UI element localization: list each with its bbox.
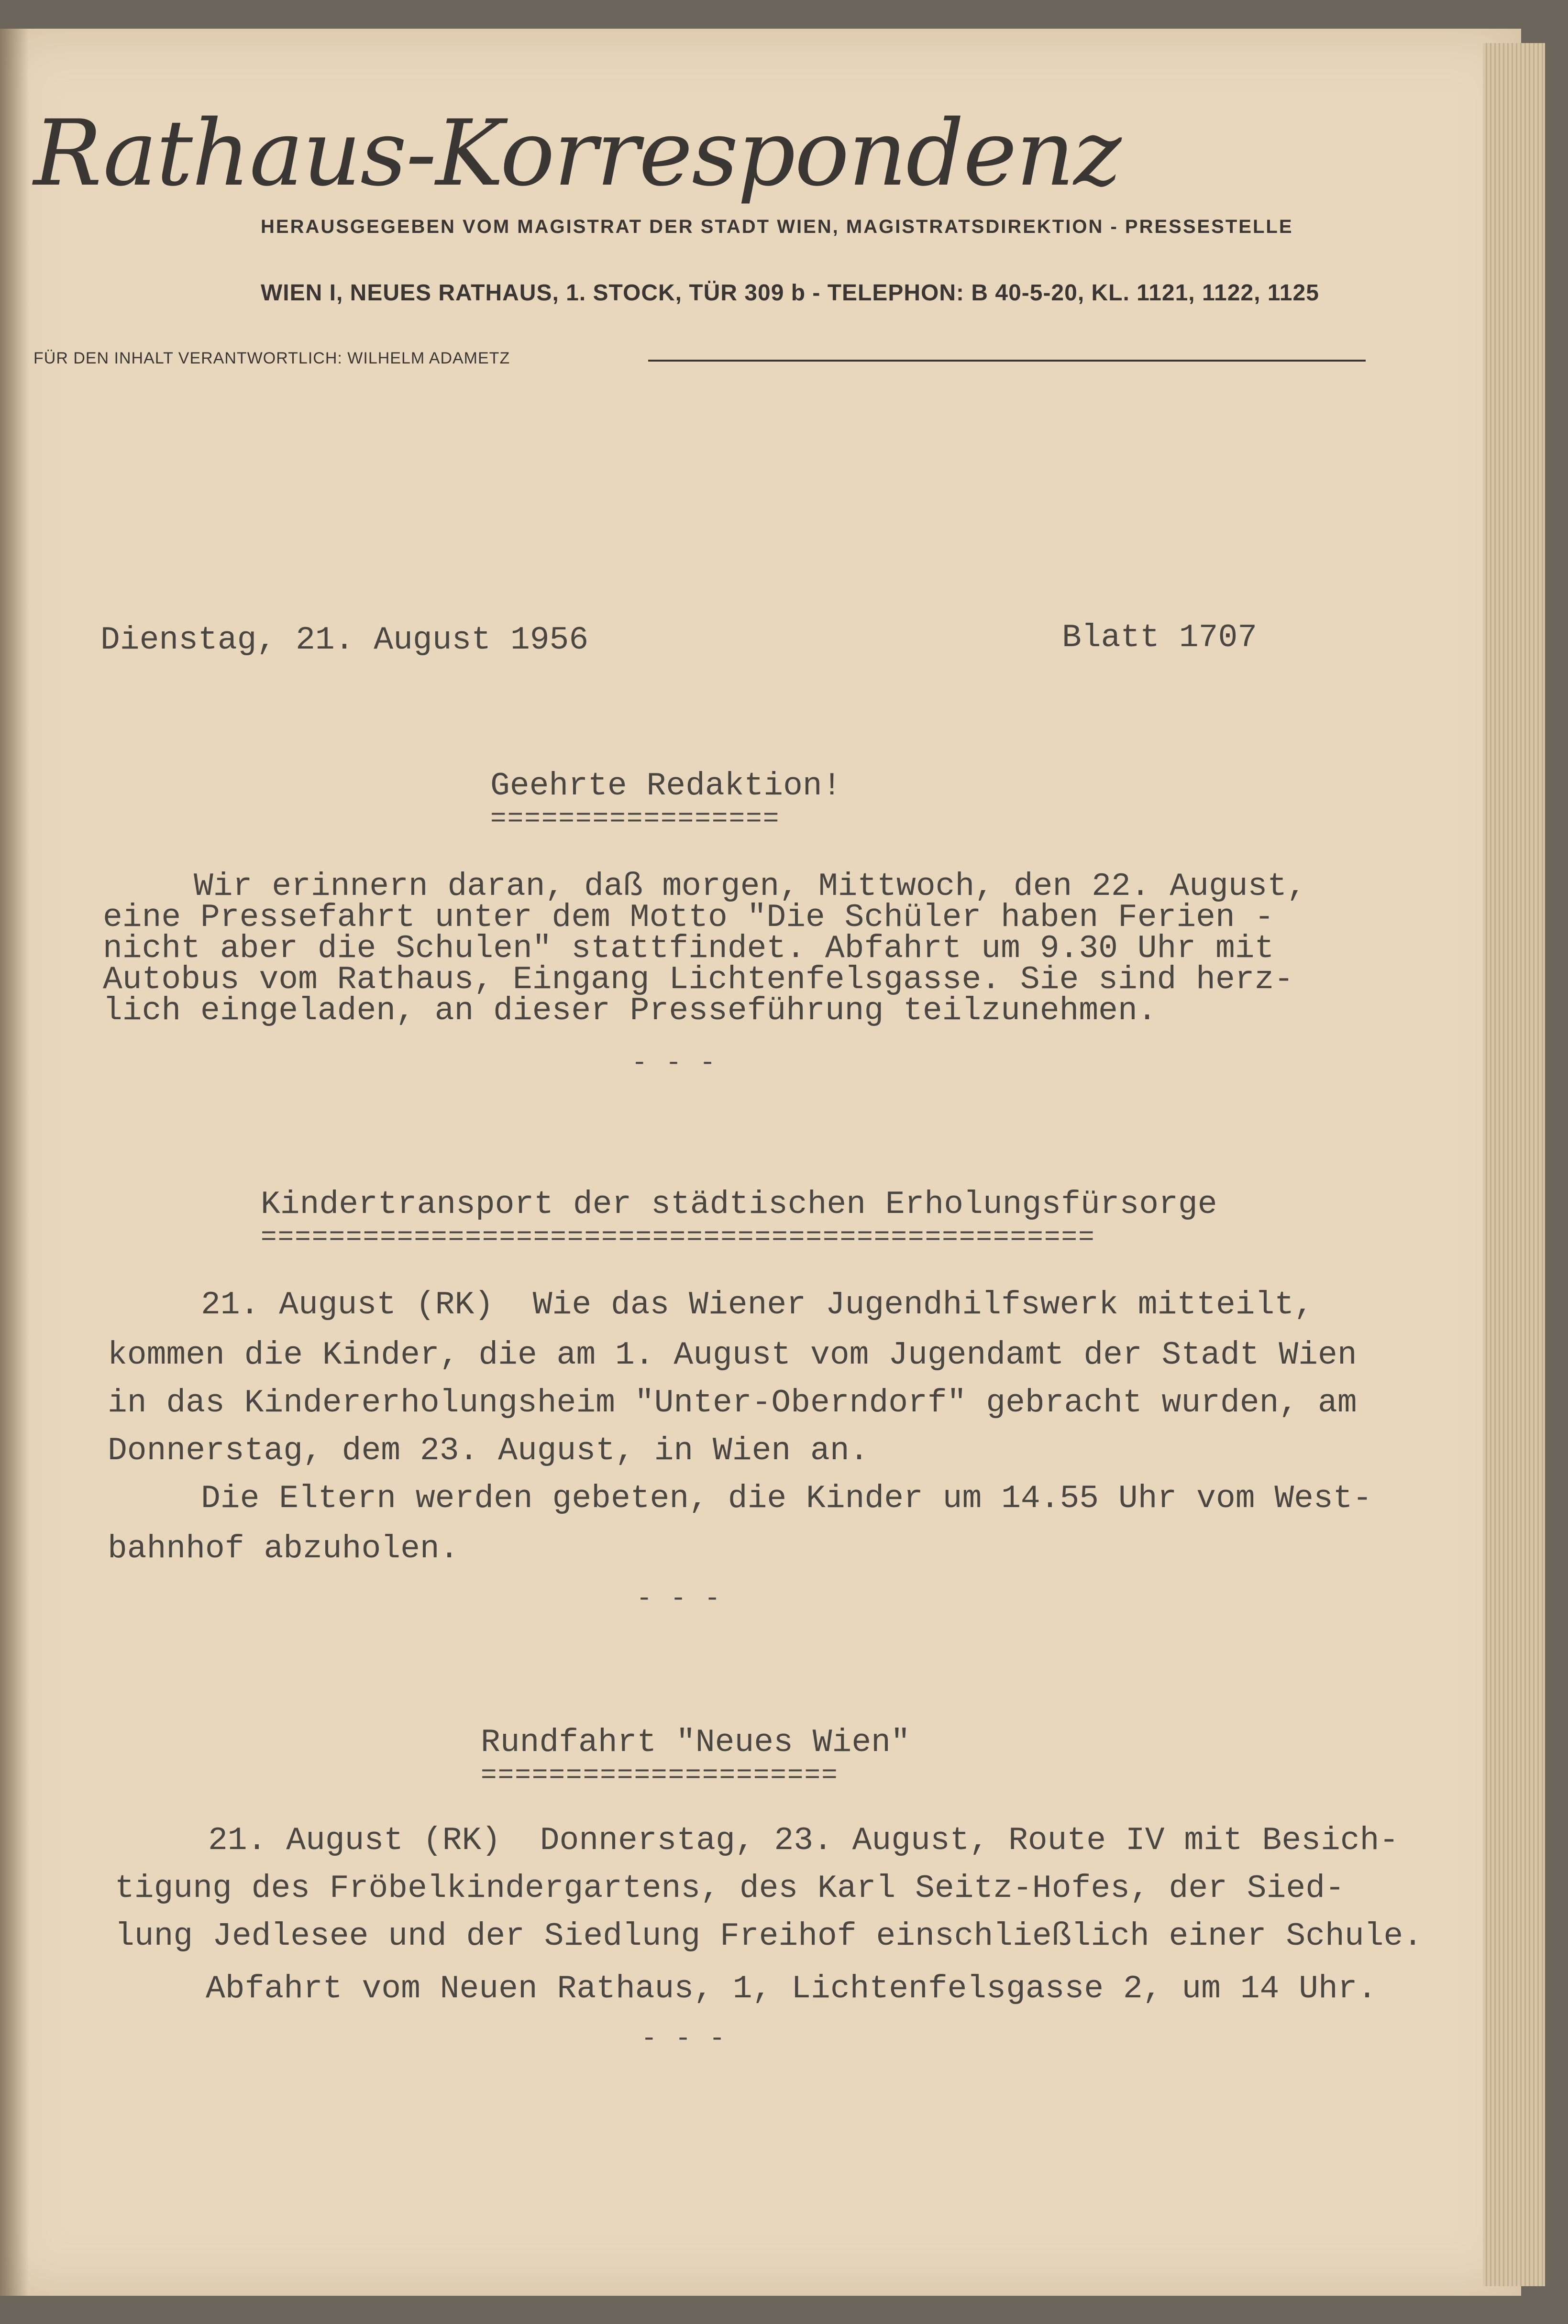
masthead-title: Rathaus-Korrespondenz	[33, 100, 1121, 206]
sheet-number: Blatt 1707	[1062, 619, 1258, 656]
section-end-marker: - - -	[631, 1047, 717, 1078]
binding-shadow	[0, 29, 29, 2296]
body-line: Abfahrt vom Neuen Rathaus, 1, Lichtenfelsgasse 2, um 14 Uhr.	[206, 1971, 1377, 2007]
body-line: nicht aber die Schulen" stattfindet. Abfahrt um 9.30 Uhr mit	[103, 930, 1274, 967]
body-line: eine Pressefahrt unter dem Motto "Die Schüler haben Ferien -	[103, 899, 1274, 936]
body-line: kommen die Kinder, die am 1. August vom Jugendamt der Stadt Wien	[108, 1337, 1357, 1374]
masthead-rule	[648, 360, 1366, 362]
section-end-marker: - - -	[636, 1583, 722, 1614]
section-heading: Rundfahrt "Neues Wien"	[481, 1724, 910, 1761]
heading-underline: =================================================	[261, 1222, 1095, 1253]
body-line: Donnerstag, dem 23. August, in Wien an.	[108, 1432, 869, 1469]
body-line: tigung des Fröbelkindergartens, des Karl Seitz-Hofes, der Sied-	[115, 1870, 1345, 1907]
section-end-marker: - - -	[641, 2023, 727, 2054]
body-line: Autobus vom Rathaus, Eingang Lichtenfelsgasse. Sie sind herz-	[103, 961, 1294, 998]
document-page	[0, 29, 1521, 2296]
page-stack-edge	[1483, 43, 1545, 2286]
heading-underline: =====================	[481, 1760, 839, 1791]
section-heading: Kindertransport der städtischen Erholungsfürsorge	[261, 1186, 1217, 1223]
masthead-publisher: HERAUSGEGEBEN VOM MAGISTRAT DER STADT WIEN, MAGISTRATSDIREKTION - PRESSESTELLE	[261, 216, 1293, 237]
body-line: lich eingeladen, an dieser Presseführung teilzunehmen.	[103, 992, 1157, 1029]
body-line: Wir erinnern daran, daß morgen, Mittwoch, den 22. August,	[194, 868, 1306, 905]
section-heading: Geehrte Redaktion!	[490, 768, 842, 804]
masthead-address: WIEN I, NEUES RATHAUS, 1. STOCK, TÜR 309 b - TELEPHON: B 40-5-20, KL. 1121, 1122, 1125	[261, 280, 1319, 306]
body-line: 21. August (RK) Donnerstag, 23. August, Route IV mit Besich-	[208, 1822, 1399, 1859]
body-line: in das Kindererholungsheim "Unter-Oberndorf" gebracht wurden, am	[108, 1385, 1357, 1421]
body-line: Die Eltern werden gebeten, die Kinder um 14.55 Uhr vom West-	[201, 1480, 1372, 1517]
masthead-responsible: FÜR DEN INHALT VERANTWORTLICH: WILHELM ADAMETZ	[33, 349, 510, 367]
heading-underline: =================	[490, 804, 780, 834]
document-date: Dienstag, 21. August 1956	[100, 622, 589, 659]
body-line: lung Jedlesee und der Siedlung Freihof einschließlich einer Schule.	[115, 1918, 1423, 1955]
body-line: 21. August (RK) Wie das Wiener Jugendhilfswerk mitteilt,	[201, 1287, 1314, 1323]
body-line: bahnhof abzuholen.	[108, 1531, 459, 1567]
